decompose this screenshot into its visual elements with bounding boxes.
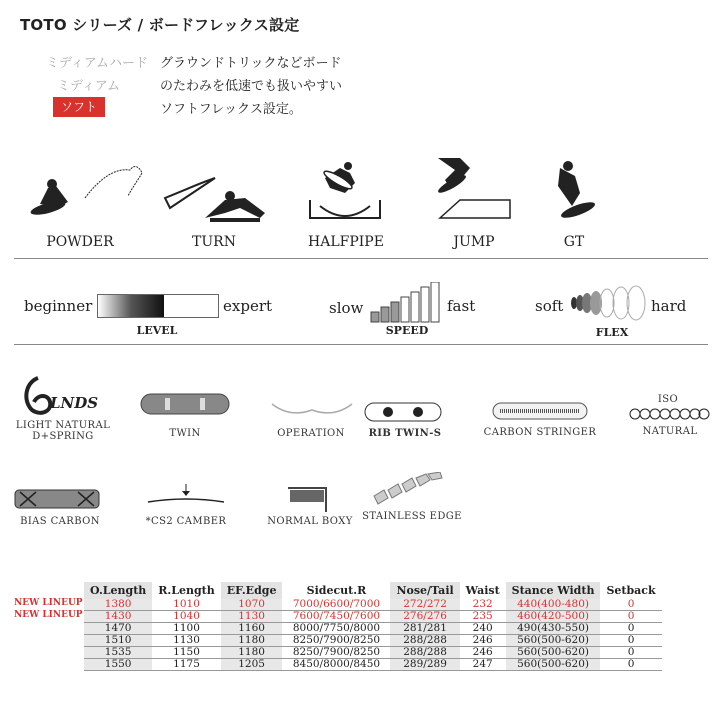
cell-ef-edge: 1205: [221, 659, 283, 671]
cell-nose-tail: 289/289: [390, 659, 459, 671]
cell-r-length: 1130: [152, 635, 220, 647]
new-lineup-label-2: NEW LINEUP: [14, 610, 83, 620]
cell-stance-width: 440(400-480): [506, 599, 601, 611]
feature-light-natural-line-1: LIGHT NATURAL: [15, 420, 111, 431]
table-row: [84, 623, 662, 635]
cell-r-length: 1150: [152, 647, 220, 659]
speed-bar: [381, 307, 389, 322]
flex-level-medium-hard: ミディアムハード: [45, 56, 148, 71]
stainless-edge-icon: [370, 472, 444, 506]
cell-stance-width: 490(430-550): [506, 623, 601, 635]
level-caption: LEVEL: [136, 324, 178, 337]
feature-cs2-camber: *CS2 CAMBER: [145, 516, 227, 527]
table-row: [84, 647, 662, 659]
lnds-logo-text: LNDS: [50, 394, 99, 412]
feature-bias-carbon: BIAS CARBON: [20, 516, 100, 527]
cell-setback: 0: [600, 611, 661, 623]
cell-ef-edge: 1130: [221, 611, 283, 623]
level-right-label: expert: [223, 297, 273, 315]
cell-stance-width: 560(500-620): [506, 635, 601, 647]
divider-top: [14, 258, 708, 259]
speed-caption: SPEED: [385, 324, 429, 337]
col-header-ef-edge: EF.Edge: [221, 582, 283, 599]
cell-sidecut: 8250/7900/8250: [282, 635, 390, 647]
flex-right-label: hard: [651, 297, 687, 315]
riding-style-illustrations: [20, 158, 700, 238]
flex-left-label: soft: [535, 297, 564, 315]
style-label-powder: POWDER: [46, 234, 114, 250]
style-label-jump: JUMP: [453, 234, 495, 250]
cell-setback: 0: [600, 599, 661, 611]
flex-description-line-3: ソフトフレックス設定。: [160, 102, 302, 117]
flex-meter: [566, 284, 650, 322]
normal-boxy-icon: [286, 484, 330, 514]
speed-bar: [421, 287, 429, 322]
speed-bar: [371, 312, 379, 322]
cell-nose-tail: 288/288: [390, 635, 459, 647]
level-meter: [97, 294, 219, 318]
feature-stainless-edge: STAINLESS EDGE: [362, 511, 462, 522]
cell-r-length: 1100: [152, 623, 220, 635]
col-header-stance-width: Stance Width: [506, 582, 601, 599]
style-label-gt: GT: [563, 234, 585, 250]
feature-light-natural: [8, 420, 118, 442]
cell-ef-edge: 1180: [221, 635, 283, 647]
cell-stance-width: 560(500-620): [506, 647, 601, 659]
lnds-logo-icon: [20, 372, 140, 420]
halfpipe-icon: [310, 162, 380, 218]
cell-nose-tail: 276/276: [390, 611, 459, 623]
gt-icon: [558, 161, 597, 221]
cell-waist: 235: [460, 611, 506, 623]
feature-rib-twin: RIB TWIN-S: [368, 428, 442, 439]
cell-stance-width: 560(500-620): [506, 659, 601, 671]
cell-sidecut: 7000/6600/7000: [282, 599, 390, 611]
cell-o-length: 1550: [84, 659, 152, 671]
feature-iso-label: ISO: [657, 394, 679, 405]
cell-setback: 0: [600, 659, 661, 671]
powder-icon: [29, 167, 142, 218]
table-row: [84, 635, 662, 647]
speed-left-label: slow: [329, 299, 364, 317]
jump-icon: [435, 158, 510, 218]
spec-table: [84, 582, 662, 671]
cell-o-length: 1380: [84, 599, 152, 611]
cell-ef-edge: 1070: [221, 599, 283, 611]
operation-icon: [270, 398, 354, 418]
bias-carbon-icon: [14, 488, 100, 512]
spec-table-header-row: [84, 582, 662, 599]
style-label-turn: TURN: [192, 234, 236, 250]
speed-bar: [431, 282, 439, 322]
col-header-sidecut: Sidecut.R: [306, 584, 367, 597]
style-label-halfpipe: HALFPIPE: [308, 234, 384, 250]
level-left-label: beginner: [24, 297, 93, 315]
speed-bar: [391, 302, 399, 322]
cell-ef-edge: 1160: [221, 623, 283, 635]
cell-nose-tail: 272/272: [390, 599, 459, 611]
cell-waist: 240: [460, 623, 506, 635]
cell-waist: 246: [460, 647, 506, 659]
flex-caption: FLEX: [595, 326, 629, 339]
cell-waist: 247: [460, 659, 506, 671]
flex-description-line-2: のたわみを低速でも扱いやすい: [160, 79, 343, 94]
cell-nose-tail: 281/281: [390, 623, 459, 635]
cell-waist: 246: [460, 635, 506, 647]
divider-middle: [14, 344, 708, 345]
cell-r-length: 1175: [152, 659, 220, 671]
feature-normal-boxy: NORMAL BOXY: [267, 516, 353, 527]
speed-bar: [411, 292, 419, 322]
flex-level-soft-badge: ソフト: [53, 97, 105, 117]
speed-meter: [369, 282, 443, 324]
page-title: TOTO シリーズ / ボードフレックス設定: [20, 16, 300, 34]
cell-sidecut: 8250/7900/8250: [282, 647, 390, 659]
feature-operation: OPERATION: [277, 428, 345, 439]
cell-sidecut: 7600/7450/7600: [282, 611, 390, 623]
new-lineup-label-1: NEW LINEUP: [14, 598, 83, 608]
cell-waist: 232: [460, 599, 506, 611]
cell-ef-edge: 1180: [221, 647, 283, 659]
cell-setback: 0: [600, 635, 661, 647]
iso-natural-icon: [628, 406, 710, 422]
feature-iso-natural: NATURAL: [642, 426, 698, 437]
camber-icon: [146, 482, 226, 508]
cell-stance-width: 460(420-500): [506, 611, 601, 623]
table-row: [84, 599, 662, 611]
level-meter-fill: [98, 295, 164, 317]
twin-board-icon: [140, 392, 230, 416]
cell-nose-tail: 288/288: [390, 647, 459, 659]
speed-right-label: fast: [447, 297, 476, 315]
col-header-nose-tail: Nose/Tail: [390, 582, 459, 599]
flex-description-line-1: グラウンドトリックなどボード: [160, 56, 342, 71]
cell-r-length: 1040: [152, 611, 220, 623]
speed-bar: [401, 297, 409, 322]
carbon-stringer-icon: [492, 402, 588, 420]
col-header-o-length: O.Length: [84, 582, 152, 599]
table-row: [84, 611, 662, 623]
flex-level-medium: ミディアム: [56, 79, 120, 94]
cell-o-length: 1430: [84, 611, 152, 623]
feature-light-natural-line-2: D+SPRING: [32, 431, 94, 442]
cell-setback: 0: [600, 647, 661, 659]
cell-o-length: 1535: [84, 647, 152, 659]
col-header-setback: Setback: [606, 584, 656, 597]
cell-r-length: 1010: [152, 599, 220, 611]
col-header-waist: Waist: [465, 584, 500, 597]
col-header-r-length: R.Length: [158, 584, 215, 597]
cell-sidecut: 8450/8000/8450: [282, 659, 390, 671]
cell-o-length: 1510: [84, 635, 152, 647]
cell-o-length: 1470: [84, 623, 152, 635]
feature-carbon-stringer: CARBON STRINGER: [483, 427, 597, 438]
table-row: [84, 659, 662, 671]
cell-setback: 0: [600, 623, 661, 635]
cell-sidecut: 8000/7750/8000: [282, 623, 390, 635]
rib-twin-icon: [364, 402, 442, 422]
turn-icon: [165, 178, 265, 222]
feature-twin: TWIN: [169, 428, 201, 439]
